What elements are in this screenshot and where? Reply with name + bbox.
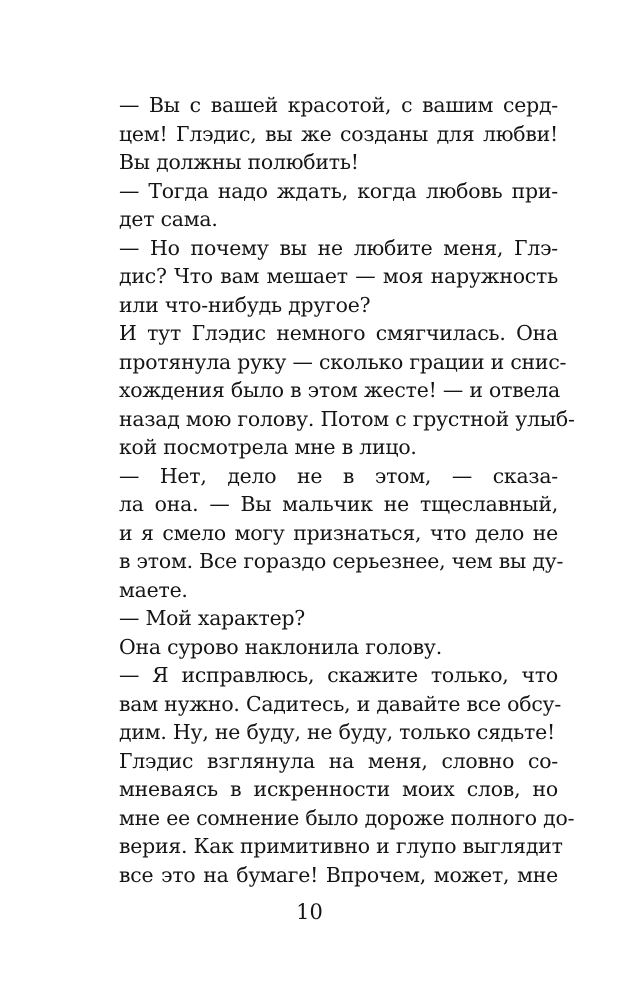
text-line: или что-нибудь другое? bbox=[119, 292, 371, 317]
text-line: дим. Ну, не буду, не буду, только сядьте! bbox=[119, 720, 555, 744]
text-line: дис? Что вам мешает — моя наружность bbox=[119, 264, 558, 288]
text-line: мне ее сомнение было дороже полного до- bbox=[119, 805, 575, 830]
text-line: верия. Как примитивно и глупо выглядит bbox=[119, 834, 563, 858]
text-line: дет сама. bbox=[119, 207, 218, 231]
text-line: — Я исправлюсь, скажите только, что bbox=[119, 663, 558, 687]
text-line: — Тогда надо ждать, когда любовь при- bbox=[119, 178, 558, 203]
text-line: протянула руку — сколько грации и снис- bbox=[119, 349, 567, 374]
text-line: хождения было в этом жесте! — и отвела bbox=[119, 378, 561, 402]
text-line: — Но почему вы не любите меня, Глэ- bbox=[119, 235, 558, 260]
text-line: в этом. Все гораздо серьезнее, чем вы ду- bbox=[119, 549, 564, 573]
text-line: цем! Глэдис, вы же созданы для любви! bbox=[119, 121, 558, 146]
text-line: назад мою голову. Потом с грустной улыб- bbox=[119, 406, 575, 431]
text-line: кой посмотрела мне в лицо. bbox=[119, 435, 417, 459]
text-line: Она сурово наклонила голову. bbox=[119, 634, 442, 659]
text-line: — Нет, дело не в этом, — сказа- bbox=[119, 463, 558, 488]
body-text bbox=[119, 91, 575, 889]
text-line: ла она. — Вы мальчик не тщеславный, bbox=[119, 492, 558, 516]
text-line: — Вы с вашей красотой, с вашим серд- bbox=[119, 93, 558, 117]
page-number: 10 bbox=[296, 900, 323, 924]
text-line: вам нужно. Садитесь, и давайте все обсу- bbox=[119, 691, 562, 716]
text-line: маете. bbox=[119, 577, 188, 602]
text-line: и я смело могу признаться, что дело не bbox=[119, 520, 558, 545]
text-line: Вы должны полюбить! bbox=[119, 150, 359, 174]
text-line: Глэдис взглянула на меня, словно со- bbox=[119, 748, 558, 773]
text-line: И тут Глэдис немного смягчилась. Она bbox=[119, 321, 558, 345]
text-line: все это на бумаге! Впрочем, может, мне bbox=[119, 862, 558, 887]
text-line: мневаясь в искренности моих слов, но bbox=[119, 777, 558, 801]
text-line: — Мой характер? bbox=[119, 606, 306, 630]
